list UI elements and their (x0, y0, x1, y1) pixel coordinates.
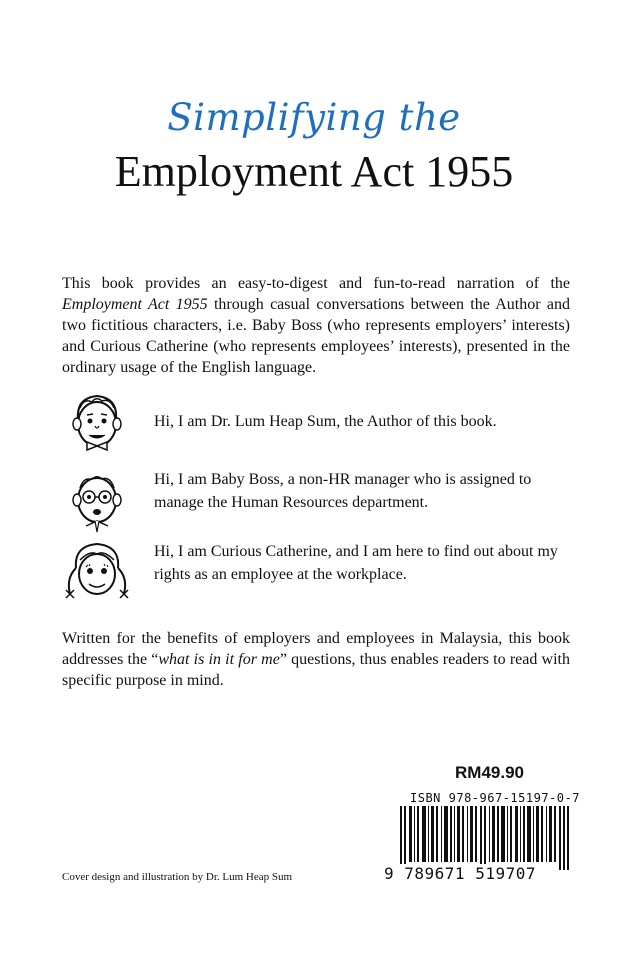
intro-text-end: through casual conversations between the Author and two fictitious characters, i.e. Baby Boss (who represents employers’ interests) and Curious Catherine (who represents employees’ interests), presented in the ordinary usage of the English language. (62, 296, 571, 376)
character-author-line: Hi, I am Dr. Lum Heap Sum, the Author of this book. (154, 413, 497, 430)
outro-text-start: Written for the benefits of employers and employees in Malaysia, this book addresses the “ (62, 630, 570, 668)
price-label: RM49.90 (455, 763, 524, 782)
cover-title-main: Employment Act 1955 (114, 147, 514, 196)
outro-text-end: ” questions, thus enables readers to read with specific purpose in mind. (62, 651, 571, 689)
curious-catherine-face-icon (62, 538, 132, 608)
cover-title-script: Simplifying the (167, 96, 461, 139)
isbn-label: ISBN 978-967-15197-0-7 (410, 791, 580, 805)
isbn-barcode (400, 806, 570, 870)
baby-boss-face-icon (62, 466, 132, 536)
author-face-icon (62, 390, 132, 460)
cover-credit: Cover design and illustration by Dr. Lum Heap Sum (62, 871, 293, 883)
character-baby-boss-line: Hi, I am Baby Boss, a non-HR manager who is assigned to manage the Human Resources department. (154, 471, 532, 511)
character-baby-boss (62, 466, 572, 536)
character-author (62, 390, 572, 460)
outro-text-italic: what is in it for me (158, 651, 280, 668)
outro-paragraph (62, 628, 570, 691)
intro-paragraph (62, 273, 570, 378)
intro-text-start: This book provides an easy-to-digest and fun-to-read narration of the (62, 275, 570, 292)
barcode-digits: 9 789671 519707 (384, 864, 536, 883)
character-curious-catherine (62, 538, 572, 608)
character-curious-catherine-line: Hi, I am Curious Catherine, and I am here to find out about my rights as an employee at the workplace. (154, 543, 558, 583)
intro-text-italic: Employment Act 1955 (62, 296, 208, 313)
